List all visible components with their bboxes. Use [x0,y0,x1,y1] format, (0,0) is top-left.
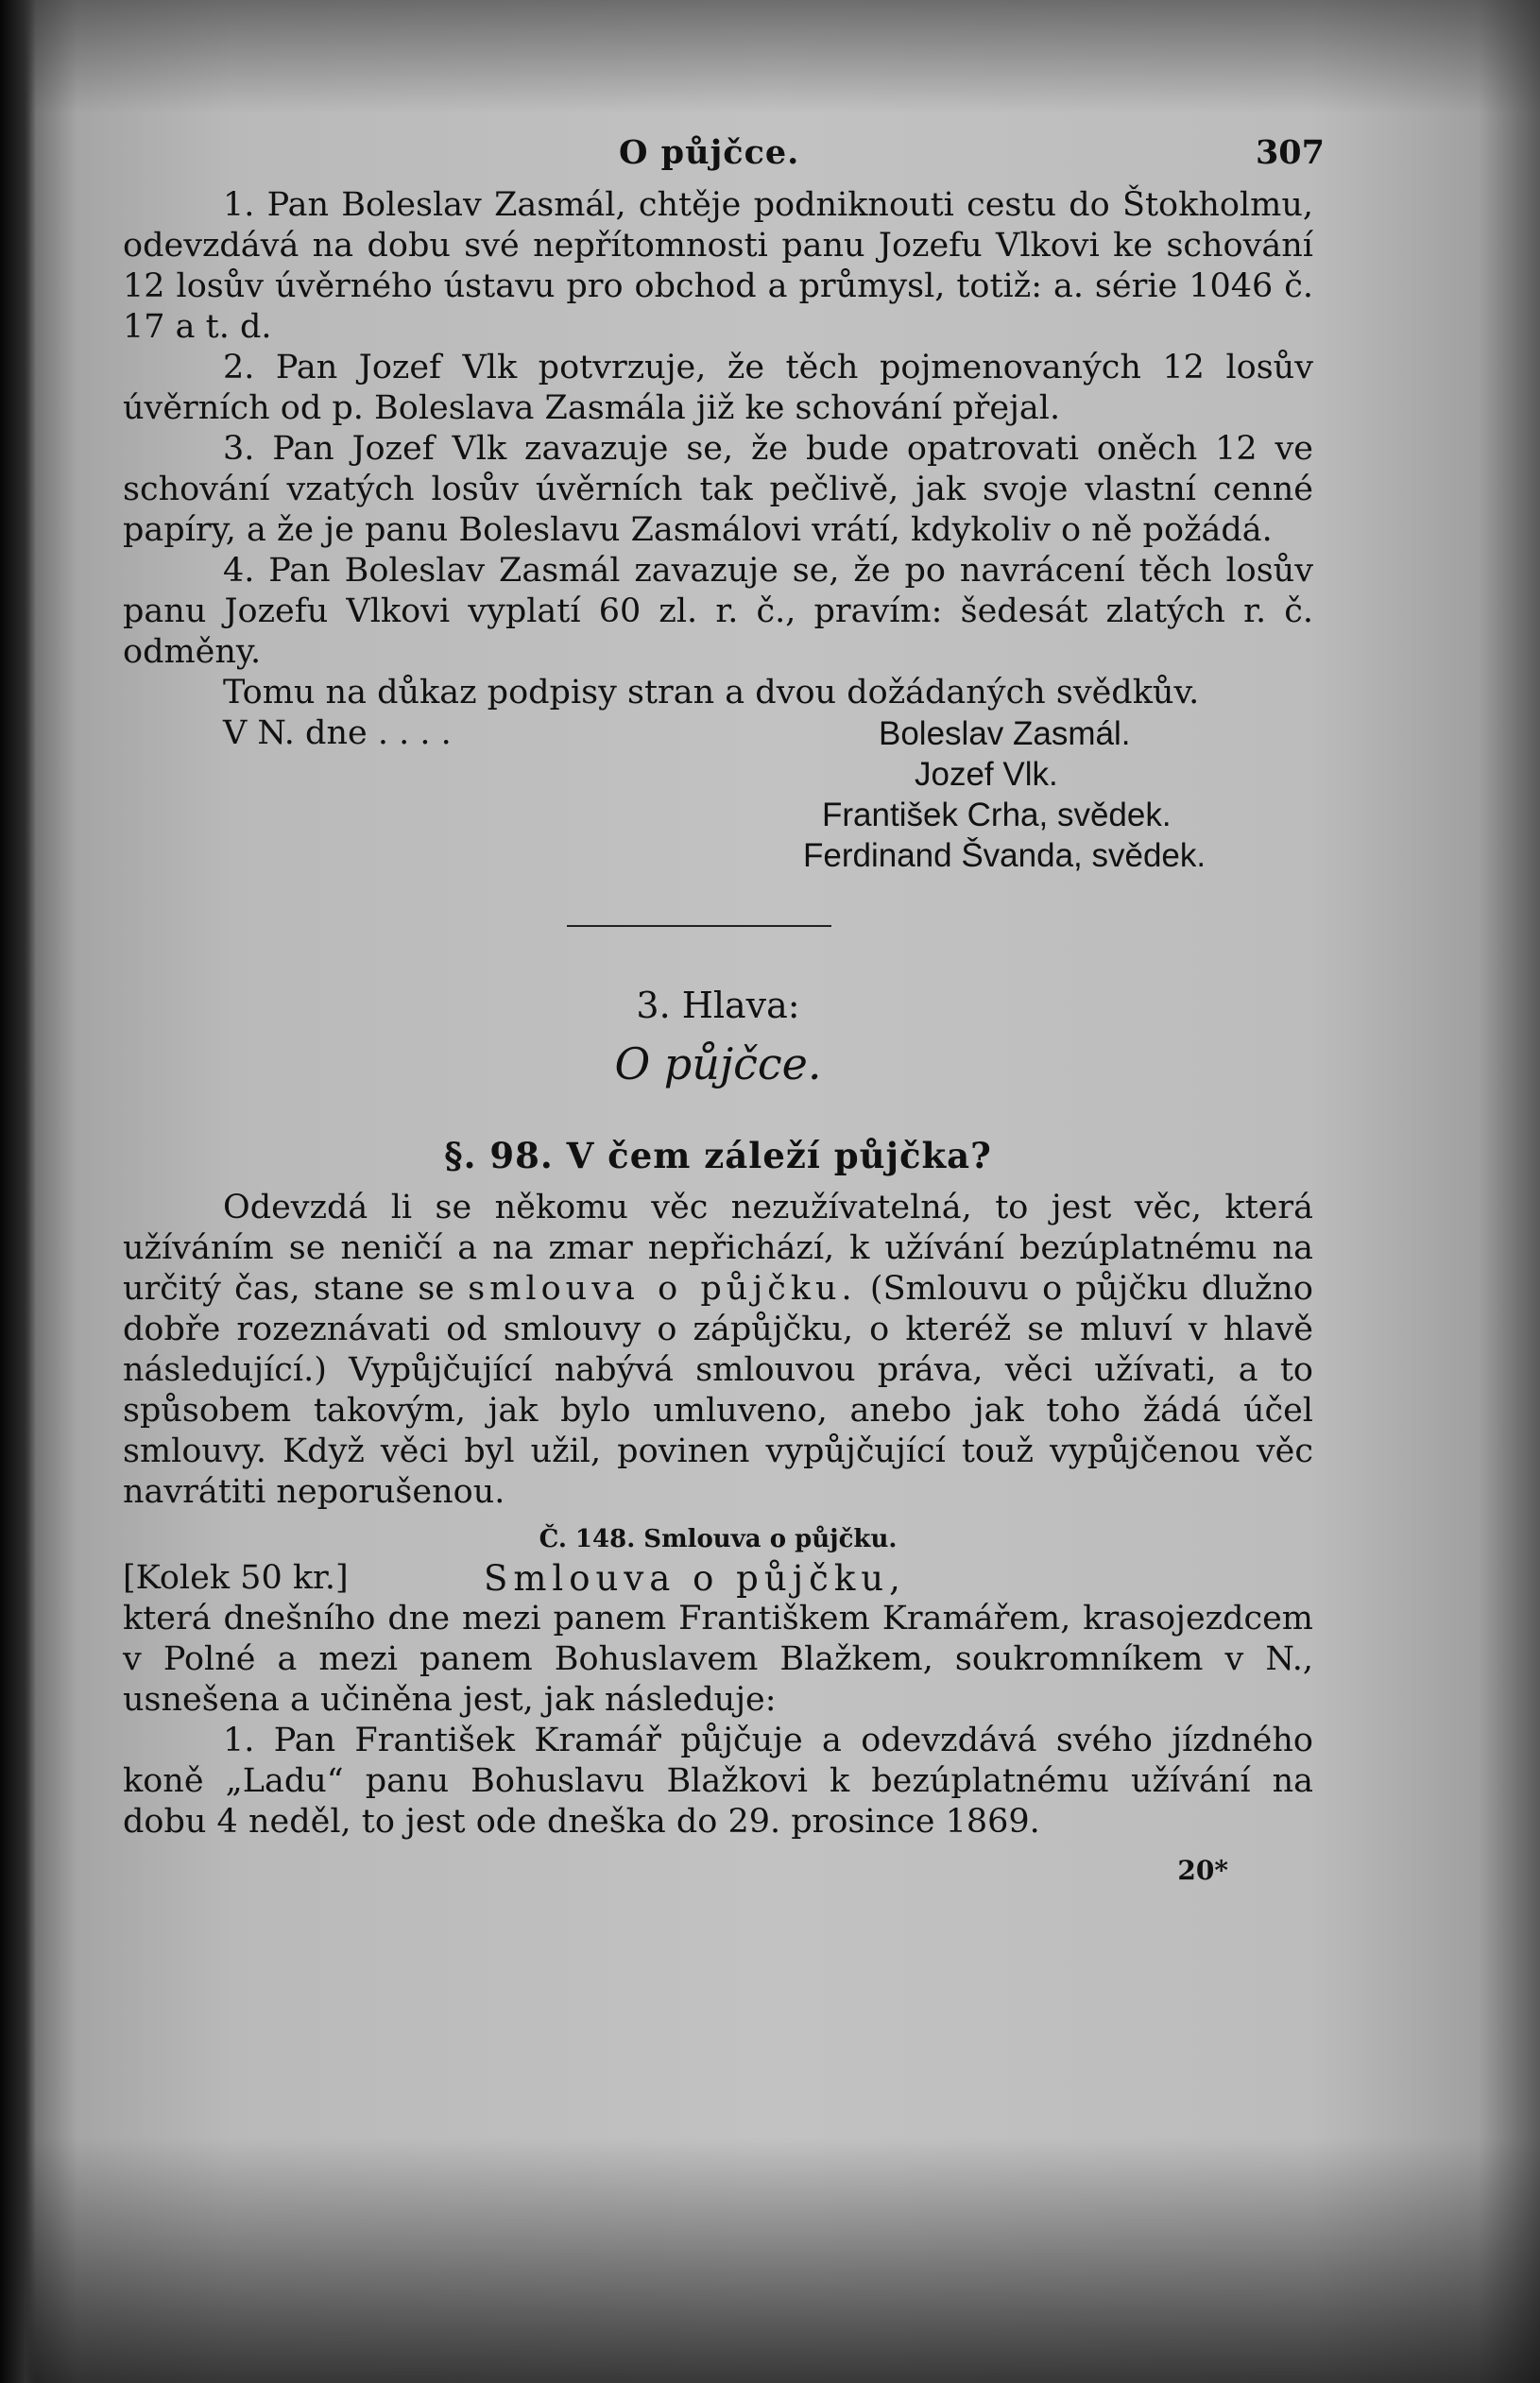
chapter-label: 3. Hlava: [636,985,800,1026]
witness-statement: Tomu na důkaz podpisy stran a dvou dožádaných svědkův. [223,674,1200,711]
loan-item-1: 1. Pan František Kramář půjčuje a odevzdává svého jízdného koně „Ladu“ panu Bohuslavu Blažkovi k bezúplatnému užívání na dobu 4 neděl, to jest ode dneška do 29. prosince 1869. [123,1722,1313,1841]
place-date: V N. dne . . . . [223,714,452,752]
signature-witness-1: František Crha, svědek. [822,797,1172,833]
signature-witness-2: Ferdinand Švanda, svědek. [803,837,1206,874]
contract-item-3: 3. Pan Jozef Vlk zavazuje se, že bude opatrovati oněch 12 ve schování vzatých losův úvěrních tak pečlivě, jak svoje vlastní cenné papíry, a že je panu Boleslavu Zasmálovi vrátí, kdykoliv o ně požádá. [123,430,1313,549]
section-divider [567,925,831,927]
contract-item-2: 2. Pan Jozef Vlk potvrzuje, že těch pojmenovaných 12 losův úvěrních od p. Boleslava Zasmála již ke schování přejal. [123,349,1313,427]
signature-2: Jozef Vlk. [915,756,1058,793]
book-page [123,132,1325,1891]
top-shading [0,0,1540,113]
contract-title: Smlouva o půjčku, [484,1558,906,1599]
section-body [123,1188,1313,1513]
binding-edge [0,0,36,2383]
section-body-end: (Smlouvu o půjčku dlužno dobře rozeznávati od smlouvy o zápůjčku, o kteréž se mluví v hlavě následující.) Vypůjčující nabývá smlouvou práva, věci užívati, a to spůsobem takovým, jak bylo umluveno, anebo jak toho žádá účel smlouvy. Když věci byl užil, povinen vypůjčující touž vypůjčenou věc navrátiti neporušenou. [123,1270,1313,1511]
page-number: 307 [1255,133,1325,172]
running-title: O půjčce. [619,133,800,172]
stamp-note: [Kolek 50 kr.] [123,1559,349,1597]
running-header [123,132,1325,185]
chapter-title: O půjčce. [614,1038,822,1089]
contract-item-4: 4. Pan Boleslav Zasmál zavazuje se, že po navrácení těch losův panu Jozefu Vlkovi vyplatí 60 zl. r. č., pravím: šedesát zlatých r. č. odměny. [123,552,1313,671]
bottom-shading [0,2137,1540,2383]
form-number: Č. 148. Smlouva o půjčku. [539,1525,898,1553]
signature-mark: 20* [1177,1855,1228,1886]
section-body-start: Odevzdá li se někomu věc nezužívatelná, to jest věc, která užíváním se neničí a na zmar nepřichází, k užívání bezúplatnému na určitý čas, stane se [123,1189,1313,1308]
contract-item-1: 1. Pan Boleslav Zasmál, chtěje podniknouti cestu do Štokholmu, odevzdává na dobu své nepřítomnosti panu Jozefu Vlkovi ke schování 12 losův úvěrného ústavu pro obchod a průmysl, totiž: a. série 1046 č. 17 a t. d. [123,186,1313,346]
signature-1: Boleslav Zasmál. [879,715,1131,752]
section-body-spaced-term: smlouva o půjčku. [468,1270,857,1308]
form-title-line [123,1558,1313,1599]
section-heading: §. 98. V čem záleží půjčka? [444,1135,992,1176]
contract-intro: která dnešního dne mezi panem Františkem Kramářem, krasojezdcem v Polné a mezi panem Bohuslavem Blažkem, soukromníkem v N., usnešena a učiněna jest, jak následuje: [123,1600,1313,1719]
signature-block [123,713,1313,876]
